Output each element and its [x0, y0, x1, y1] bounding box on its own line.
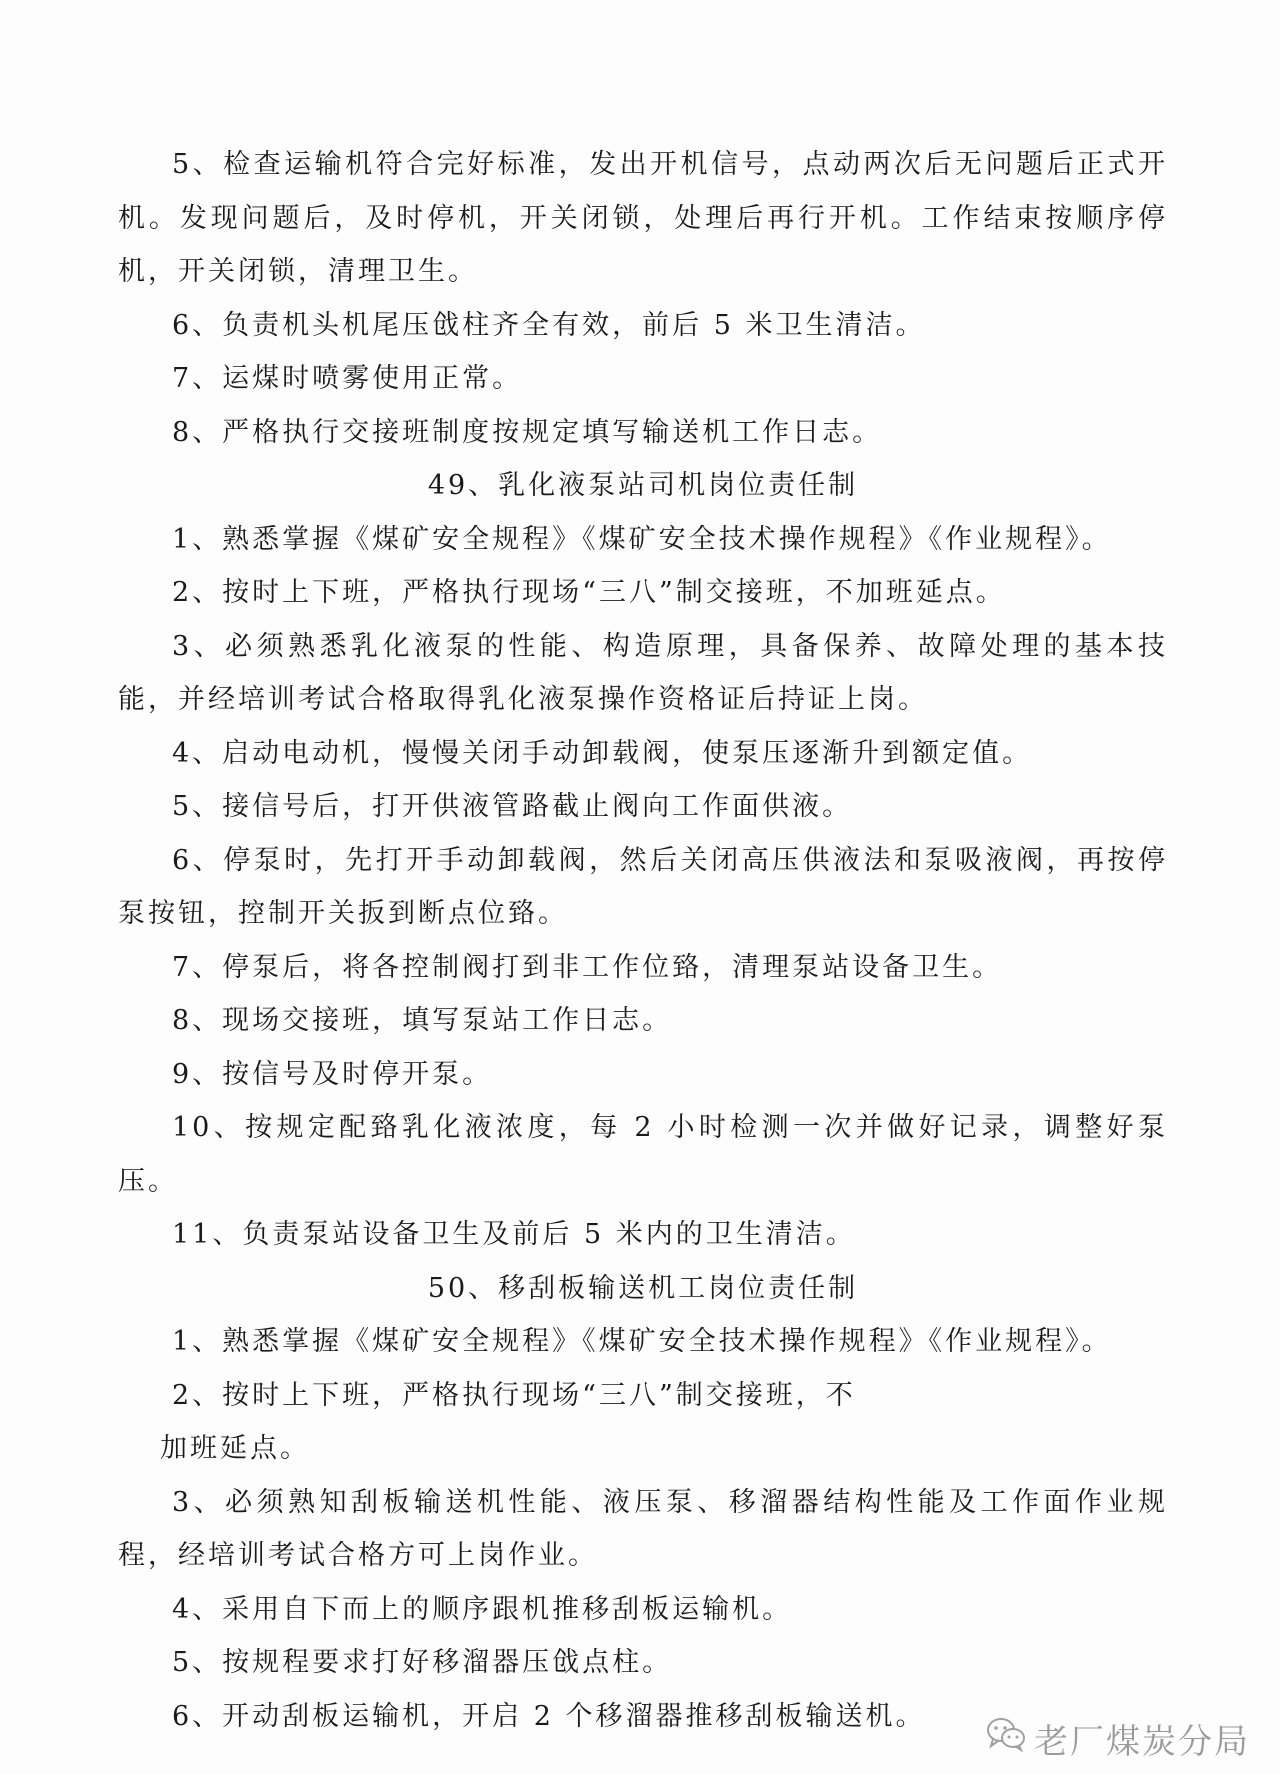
paragraph: 1、熟悉掌握《煤矿安全规程》《煤矿安全技术操作规程》《作业规程》。 — [172, 1326, 1112, 1357]
paragraph: 6、开动刮板运输机，开启 2 个移溜器推移刮板输送机。 — [172, 1700, 926, 1732]
paragraph: 11、负责泵站设备卫生及前后 5 米内的卫生清洁。 — [172, 1219, 856, 1250]
paragraph: 6、停泵时，先打开手动卸载阀，然后关闭高压供液法和泵吸液阀，再按停泵按钮，控制开关扳到断点位臵。 — [118, 844, 1168, 929]
paragraph: 7、停泵后，将各控制阀打到非工作位臵，清理泵站设备卫生。 — [172, 951, 1003, 983]
paragraph: 1、熟悉掌握《煤矿安全规程》《煤矿安全技术操作规程》《作业规程》。 — [172, 523, 1112, 555]
paragraph: 4、启动电动机，慢慢关闭手动卸载阀，使泵压逐渐升到额定值。 — [172, 737, 1033, 769]
paragraph: 9、按信号及时停开泵。 — [172, 1058, 493, 1090]
paragraph: 5、接信号后，打开供液管路截止阀向工作面供液。 — [172, 791, 853, 822]
paragraph: 10、按规定配臵乳化液浓度，每 2 小时检测一次并做好记录，调整好泵压。 — [118, 1112, 1168, 1197]
paragraph: 3、必须熟知刮板输送机性能、液压泵、移溜器结构性能及工作面作业规程，经培训考试合格方可上岗作业。 — [118, 1486, 1168, 1571]
paragraph: 2、按时上下班，严格执行现场“三八”制交接班，不 — [172, 1379, 856, 1411]
wechat-icon — [986, 1716, 1026, 1761]
document-body — [118, 138, 1168, 1743]
paragraph: 4、采用自下而上的顺序跟机推移刮板运输机。 — [172, 1593, 793, 1625]
paragraph: 8、现场交接班，填写泵站工作日志。 — [172, 1005, 673, 1036]
section-heading: 49、乳化液泵站司机岗位责任制 — [427, 470, 859, 501]
watermark-text: 老厂煤炭分局 — [1034, 1722, 1250, 1762]
paragraph: 5、按规程要求打好移溜器压戗点柱。 — [172, 1647, 673, 1678]
paragraph: 6、负责机头机尾压戗柱齐全有效，前后 5 米卫生清洁。 — [172, 309, 926, 341]
watermark — [986, 1714, 1250, 1763]
section-heading: 50、移刮板输送机工岗位责任制 — [427, 1272, 859, 1304]
paragraph-continuation: 加班延点。 — [160, 1433, 310, 1464]
paragraph: 5、检查运输机符合完好标准，发出开机信号，点动两次后无问题后正式开机。发现问题后，及时停机，开关闭锁，处理后再行开机。工作结束按顺序停机，开关闭锁，清理卫生。 — [118, 149, 1168, 287]
paragraph: 7、运煤时喷雾使用正常。 — [172, 363, 523, 394]
paragraph: 3、必须熟悉乳化液泵的性能、构造原理，具备保养、故障处理的基本技能，并经培训考试合格取得乳化液泵操作资格证后持证上岗。 — [118, 630, 1168, 715]
paragraph: 2、按时上下班，严格执行现场“三八”制交接班，不加班延点。 — [172, 577, 1006, 608]
paragraph: 8、严格执行交接班制度按规定填写输送机工作日志。 — [172, 416, 883, 448]
